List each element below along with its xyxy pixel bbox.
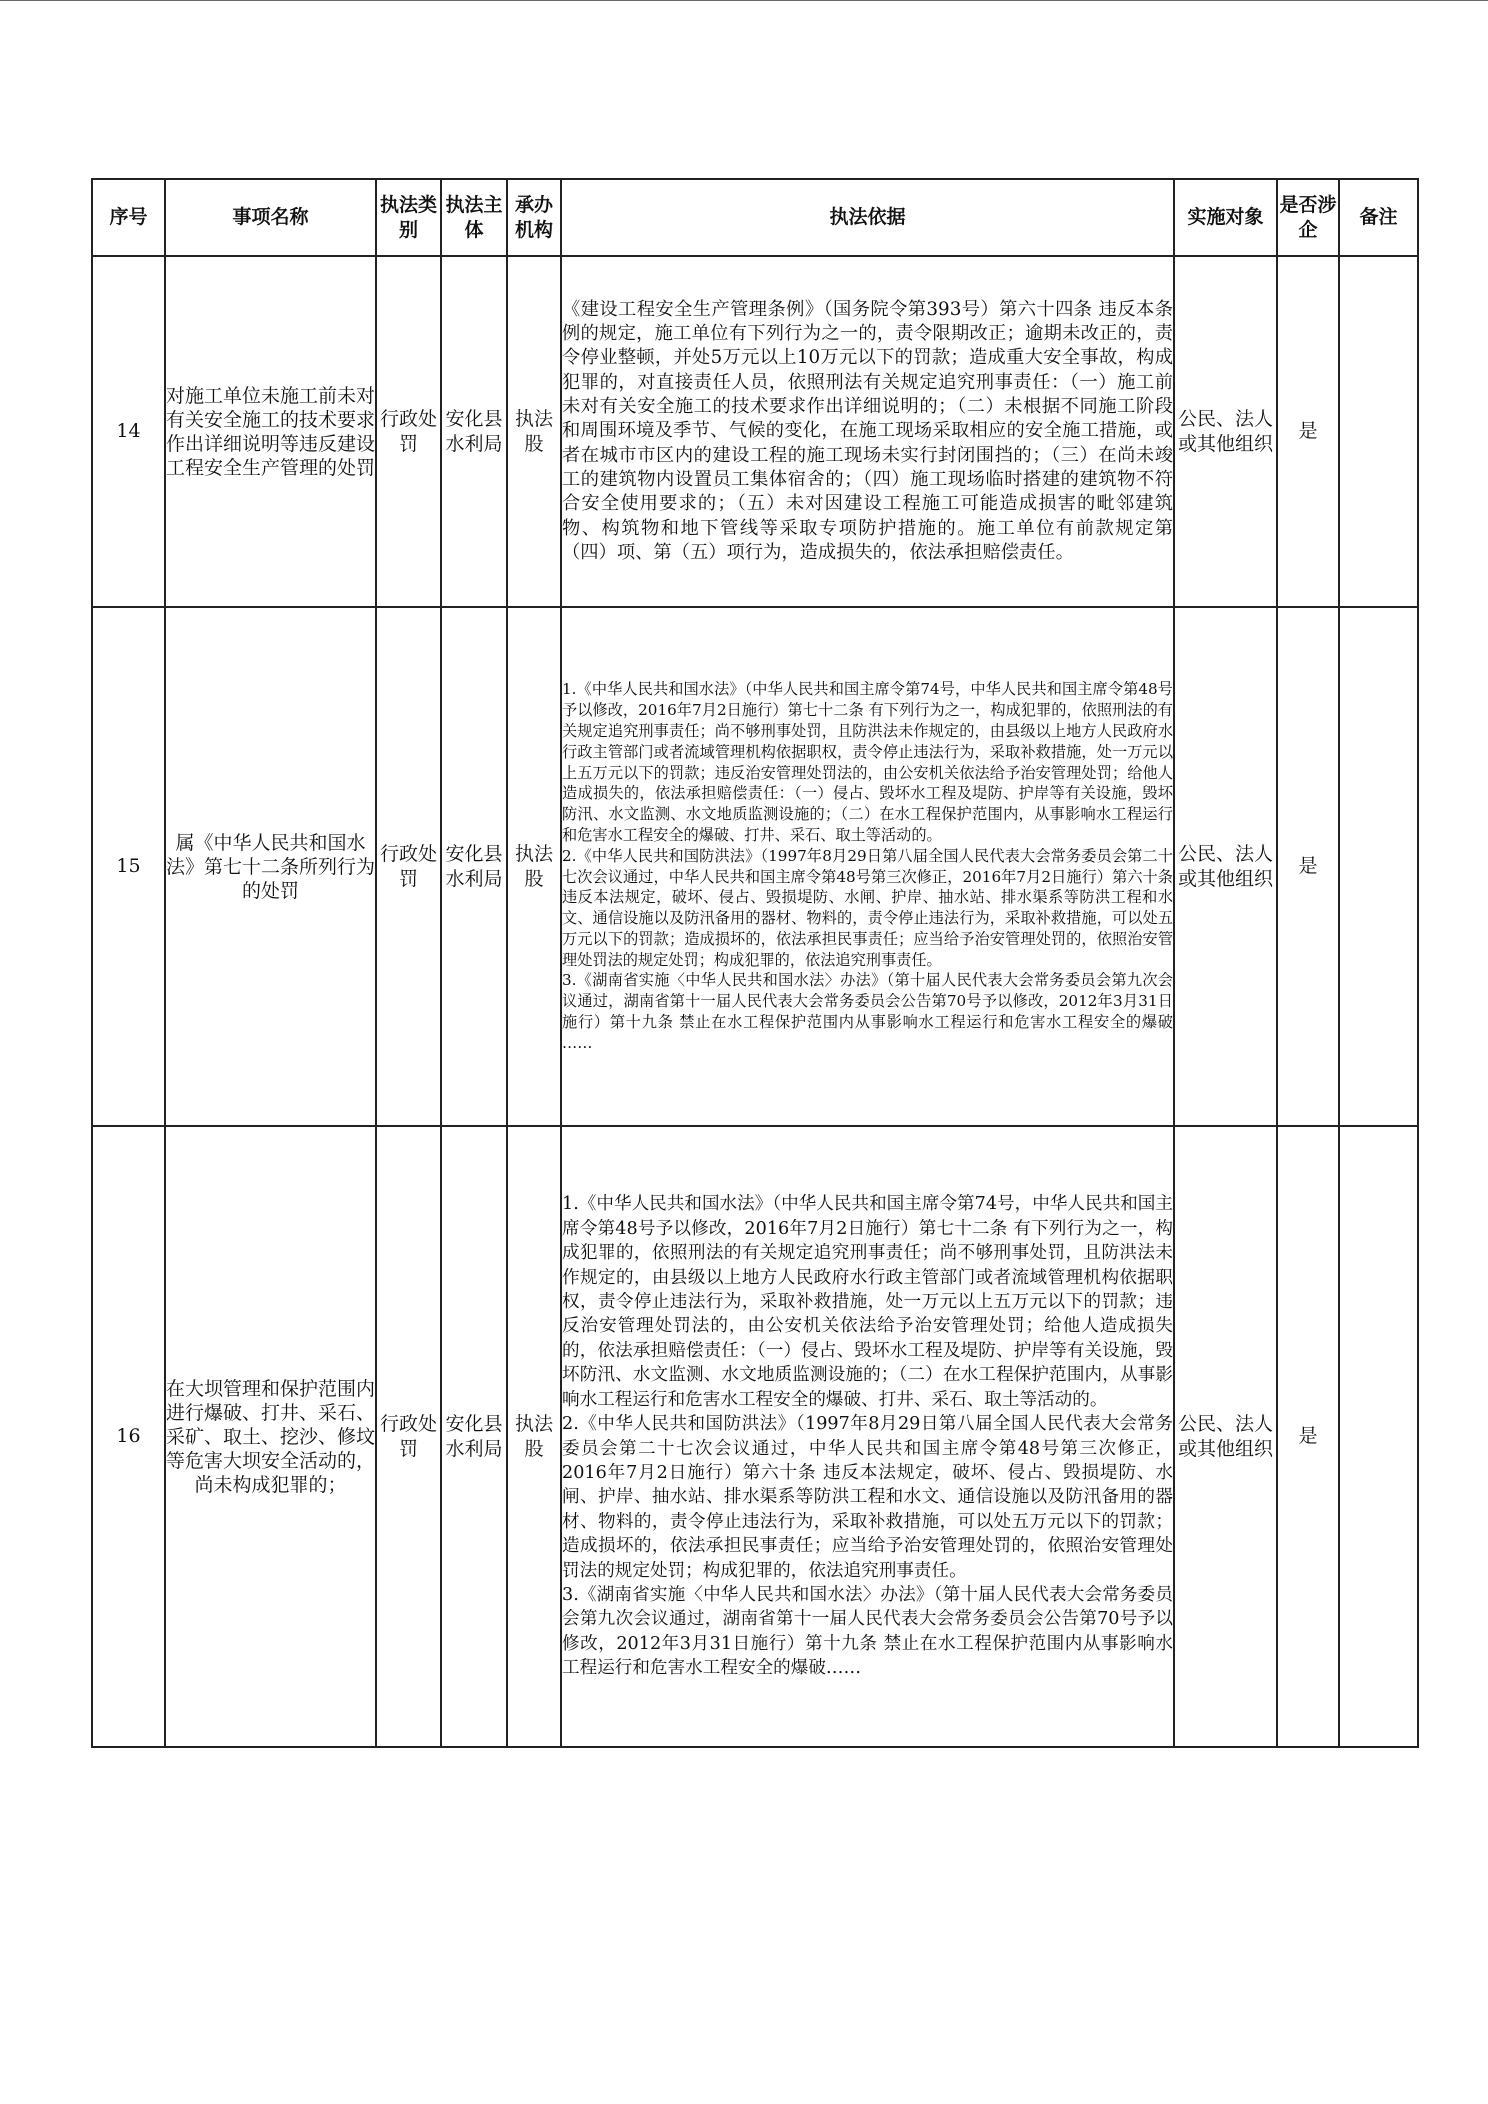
row-basis (561, 607, 1174, 1126)
table-row (92, 256, 1418, 607)
basis-paragraph: 3.《湖南省实施〈中华人民共和国水法〉办法》（第十届人民代表大会常务委员会第九次会议通过，湖南省第十一届人民代表大会常务委员会公告第70号予以修改，2012年3月31日施行）第十九条 禁止在水工程保护范围内从事影响水工程运行和危害水工程安全的爆破 …… (562, 971, 1173, 1052)
header-enterprise: 是否涉企 (1277, 179, 1339, 256)
row-target: 公民、法人或其他组织 (1174, 1126, 1277, 1747)
row-note (1339, 1126, 1418, 1747)
row-subject: 安化县水利局 (441, 256, 507, 607)
row-category: 行政处罚 (376, 256, 441, 607)
row-note (1339, 256, 1418, 607)
page-top-border (0, 0, 1488, 1)
law-enforcement-table (91, 178, 1419, 1748)
header-office: 承办机构 (507, 179, 561, 256)
header-no: 序号 (92, 179, 165, 256)
row-no: 16 (92, 1126, 165, 1747)
row-office: 执法股 (507, 607, 561, 1126)
header-row (92, 179, 1418, 256)
basis-paragraph: 3.《湖南省实施〈中华人民共和国水法〉办法》（第十届人民代表大会常务委员会第九次会议通过，湖南省第十一届人民代表大会常务委员会公告第70号予以修改，2012年3月31日施行）第十九条 禁止在水工程保护范围内从事影响水工程运行和危害水工程安全的爆破…… (562, 1584, 1173, 1679)
basis-paragraph: 1.《中华人民共和国水法》（中华人民共和国主席令第74号，中华人民共和国主席令第48号予以修改，2016年7月2日施行）第七十二条 有下列行为之一，构成犯罪的，依照刑法的有关规定追究刑事责任；尚不够刑事处罚，且防洪法未作规定的，由县级以上地方人民政府水行政主管部门或者流域管理机构依据职权，责令停止违法行为，采取补救措施，处一万元以上五万元以下的罚款；违反治安管理处罚法的，由公安机关依法给予治安管理处罚；给他人造成损失的，依法承担赔偿责任：（一）侵占、毁坏水工程及堤防、护岸等有关设施，毁坏防汛、水文监测、水文地质监测设施的；（二）在水工程保护范围内，从事影响水工程运行和危害水工程安全的爆破、打井、采石、取土等活动的。 (562, 1194, 1173, 1410)
header-target: 实施对象 (1174, 179, 1277, 256)
basis-paragraph: 1.《中华人民共和国水法》（中华人民共和国主席令第74号，中华人民共和国主席令第48号予以修改，2016年7月2日施行）第七十二条 有下列行为之一，构成犯罪的，依照刑法的有关规定追究刑事责任；尚不够刑事处罚，且防洪法未作规定的，由县级以上地方人民政府水行政主管部门或者流域管理机构依据职权，责令停止违法行为，采取补救措施，处一万元以上五万元以下的罚款；违反治安管理处罚法的，由公安机关依法给予治安管理处罚；给他人造成损失的，依法承担赔偿责任：（一）侵占、毁坏水工程及堤防、护岸等有关设施，毁坏防汛、水文监测、水文地质监测设施的；（二）在水工程保护范围内，从事影响水工程运行和危害水工程安全的爆破、打井、采石、取土等活动的。 (562, 680, 1173, 844)
row-enterprise: 是 (1277, 607, 1339, 1126)
header-basis: 执法依据 (561, 179, 1174, 256)
row-target: 公民、法人或其他组织 (1174, 607, 1277, 1126)
row-subject: 安化县水利局 (441, 607, 507, 1126)
header-category: 执法类别 (376, 179, 441, 256)
row-item-name: 对施工单位未施工前未对有关安全施工的技术要求作出详细说明等违反建设工程安全生产管理的处罚 (165, 256, 376, 607)
row-basis (561, 256, 1174, 607)
basis-paragraph: 2.《中华人民共和国防洪法》（1997年8月29日第八届全国人民代表大会常务委员会第二十七次会议通过，中华人民共和国主席令第48号第三次修正，2016年7月2日施行）第六十条 违反本法规定，破坏、侵占、毁损堤防、水闸、护岸、抽水站、排水渠系等防洪工程和水文、通信设施以及防汛备用的器材、物料的，责令停止违法行为，采取补救措施，可以处五万元以下的罚款；造成损坏的，依法承担民事责任；应当给予治安管理处罚的，依照治安管理处罚法的规定处罚；构成犯罪的，依法追究刑事责任。 (562, 1414, 1173, 1581)
header-subject: 执法主体 (441, 179, 507, 256)
row-target: 公民、法人或其他组织 (1174, 256, 1277, 607)
table-row (92, 607, 1418, 1126)
basis-paragraph: 2.《中华人民共和国防洪法》（1997年8月29日第八届全国人民代表大会常务委员会第二十七次会议通过，中华人民共和国主席令第48号第三次修正，2016年7月2日施行）第六十条 违反本法规定，破坏、侵占、毁损堤防、水闸、护岸、抽水站、排水渠系等防洪工程和水文、通信设施以及防汛备用的器材、物料的，责令停止违法行为，采取补救措施，可以处五万元以下的罚款；造成损坏的，依法承担民事责任；应当给予治安管理处罚的，依照治安管理处罚法的规定处罚；构成犯罪的，依法追究刑事责任。 (562, 846, 1173, 969)
row-item-name: 在大坝管理和保护范围内进行爆破、打井、采石、采矿、取土、挖沙、修坟等危害大坝安全活动的，尚未构成犯罪的； (165, 1126, 376, 1747)
header-name: 事项名称 (165, 179, 376, 256)
basis-paragraph: 《建设工程安全生产管理条例》（国务院令第393号）第六十四条 违反本条例的规定，施工单位有下列行为之一的，责令限期改正；逾期未改正的，责令停业整顿，并处5万元以上10万元以下的罚款；造成重大安全事故，构成犯罪的，对直接责任人员，依照刑法有关规定追究刑事责任：（一）施工前未对有关安全施工的技术要求作出详细说明的；（二）未根据不同施工阶段和周围环境及季节、气候的变化，在施工现场采取相应的安全施工措施，或者在城市市区内的建设工程的施工现场未实行封闭围挡的；（三）在尚未竣工的建筑物内设置员工集体宿舍的；（四）施工现场临时搭建的建筑物不符合安全使用要求的；（五）未对因建设工程施工可能造成损害的毗邻建筑物、构筑物和地下管线等采取专项防护措施的。施工单位有前款规定第（四）项、第（五）项行为，造成损失的，依法承担赔偿责任。 (562, 298, 1173, 563)
row-note (1339, 607, 1418, 1126)
row-no: 15 (92, 607, 165, 1126)
row-office: 执法股 (507, 256, 561, 607)
row-no: 14 (92, 256, 165, 607)
table-row (92, 1126, 1418, 1747)
row-enterprise: 是 (1277, 256, 1339, 607)
header-note: 备注 (1339, 179, 1418, 256)
row-subject: 安化县水利局 (441, 1126, 507, 1747)
row-category: 行政处罚 (376, 1126, 441, 1747)
row-office: 执法股 (507, 1126, 561, 1747)
row-enterprise: 是 (1277, 1126, 1339, 1747)
row-item-name: 属《中华人民共和国水法》第七十二条所列行为的处罚 (165, 607, 376, 1126)
row-category: 行政处罚 (376, 607, 441, 1126)
row-basis (561, 1126, 1174, 1747)
